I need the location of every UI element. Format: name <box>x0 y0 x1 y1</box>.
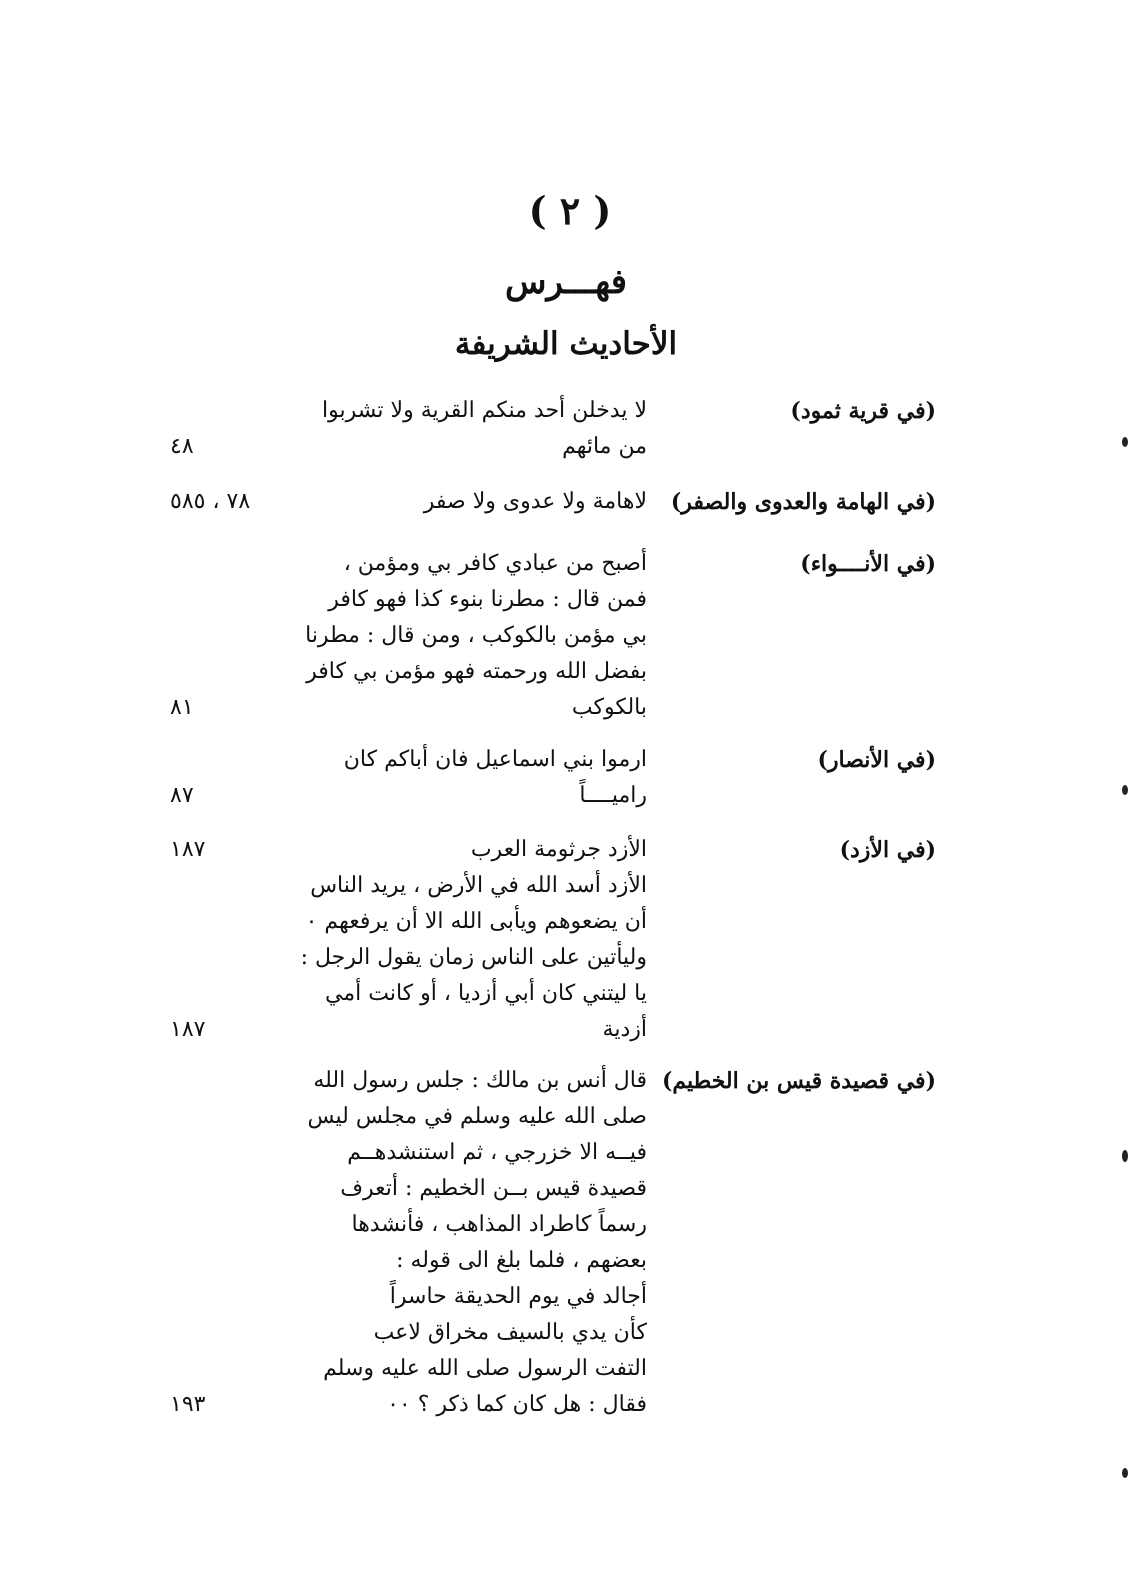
page-number-heading: ( ٢ ) <box>528 188 612 233</box>
entry-topic: (في قرية ثمود) <box>790 398 936 424</box>
hadith-text-line: لا يدخلن أحد منكم القرية ولا تشربوا <box>322 398 647 423</box>
hadith-text-line: أجالد في يوم الحديقة حاسراً <box>389 1284 647 1309</box>
hadith-text-line: التفت الرسول صلى الله عليه وسلم <box>323 1356 647 1381</box>
hadith-text <box>300 832 647 1048</box>
index-entry <box>0 546 1132 726</box>
page-reference: ٨٧ <box>170 783 194 808</box>
hadith-text-line: كأن يدي بالسيف مخراق لاعب <box>373 1320 647 1345</box>
index-entry <box>0 484 1132 520</box>
index-entry <box>0 832 1132 1048</box>
hadith-text-line: راميــــاً <box>579 783 647 808</box>
hadith-text-line: رسماً كاطراد المذاهب ، فأنشدها <box>351 1212 647 1237</box>
hadith-text-line: بالكوكب <box>571 695 647 720</box>
hadith-text-line: وليأتين على الناس زمان يقول الرجل : <box>300 945 647 970</box>
hadith-text-line: ارموا بني اسماعيل فان أباكم كان <box>343 747 647 772</box>
hadith-text-line: قال أنس بن مالك : جلس رسول الله <box>313 1068 647 1093</box>
hadith-text <box>307 1063 647 1423</box>
index-entry <box>0 1063 1132 1423</box>
hadith-text-line: بعضهم ، فلما بلغ الى قوله : <box>396 1248 647 1273</box>
hadith-text-line: أن يضعوهم ويأبى الله الا أن يرفعهم ٠ <box>305 909 647 934</box>
hadith-text-line: فقال : هل كان كما ذكر ؟ ٠٠ <box>387 1392 647 1417</box>
hadith-text-line: الأزد أسد الله في الأرض ، يريد الناس <box>310 873 647 898</box>
hadith-text-line: أزدية <box>602 1017 647 1042</box>
hadith-text <box>322 742 647 814</box>
hadith-text-line: أصبح من عبادي كافر بي ومؤمن ، <box>343 551 647 576</box>
page-reference: ٧٨ ، ٥٨٥ <box>170 489 251 514</box>
index-heading: فهـــرس <box>504 262 628 302</box>
section-heading: الأحاديث الشريفة <box>454 326 678 362</box>
margin-dot <box>1122 1150 1128 1162</box>
hadith-text <box>322 484 647 520</box>
page-reference: ١٩٣ <box>170 1392 206 1417</box>
hadith-text-line: فيــه الا خزرجي ، ثم استنشدهــم <box>347 1140 647 1165</box>
page-reference: ١٨٧ <box>170 1017 206 1042</box>
entry-topic: (في الأنــــواء) <box>800 551 936 577</box>
entry-topic: (في الأنصار) <box>817 747 936 773</box>
hadith-text <box>322 393 647 465</box>
hadith-text-line: فمن قال : مطرنا بنوء كذا فهو كافر <box>328 587 647 612</box>
hadith-text-line: بفضل الله ورحمته فهو مؤمن بي كافر <box>306 659 647 684</box>
page-reference: ١٨٧ <box>170 837 206 862</box>
hadith-text-line: لاهامة ولا عدوى ولا صفر <box>423 489 647 514</box>
entry-topic: (في الهامة والعدوى والصفر) <box>670 489 936 515</box>
margin-dot <box>1122 785 1128 795</box>
page-reference: ٤٨ <box>170 434 194 459</box>
margin-dot <box>1122 1468 1128 1478</box>
margin-dot <box>1122 437 1128 447</box>
hadith-text-line: الأزد جرثومة العرب <box>470 837 647 862</box>
hadith-text-line: يا ليتني كان أبي أزديا ، أو كانت أمي <box>325 981 647 1006</box>
index-entry <box>0 393 1132 465</box>
index-entry <box>0 742 1132 814</box>
hadith-text-line: قصيدة قيس بــن الخطيم : أتعرف <box>340 1176 647 1201</box>
hadith-text-line: صلى الله عليه وسلم في مجلس ليس <box>307 1104 647 1129</box>
entry-topic: (في الأزد) <box>839 837 936 863</box>
hadith-text <box>305 546 647 726</box>
hadith-text-line: من مائهم <box>562 434 647 459</box>
page-reference: ٨١ <box>170 695 194 720</box>
entry-topic: (في قصيدة قيس بن الخطيم) <box>661 1068 936 1094</box>
hadith-text-line: بي مؤمن بالكوكب ، ومن قال : مطرنا <box>305 623 647 648</box>
